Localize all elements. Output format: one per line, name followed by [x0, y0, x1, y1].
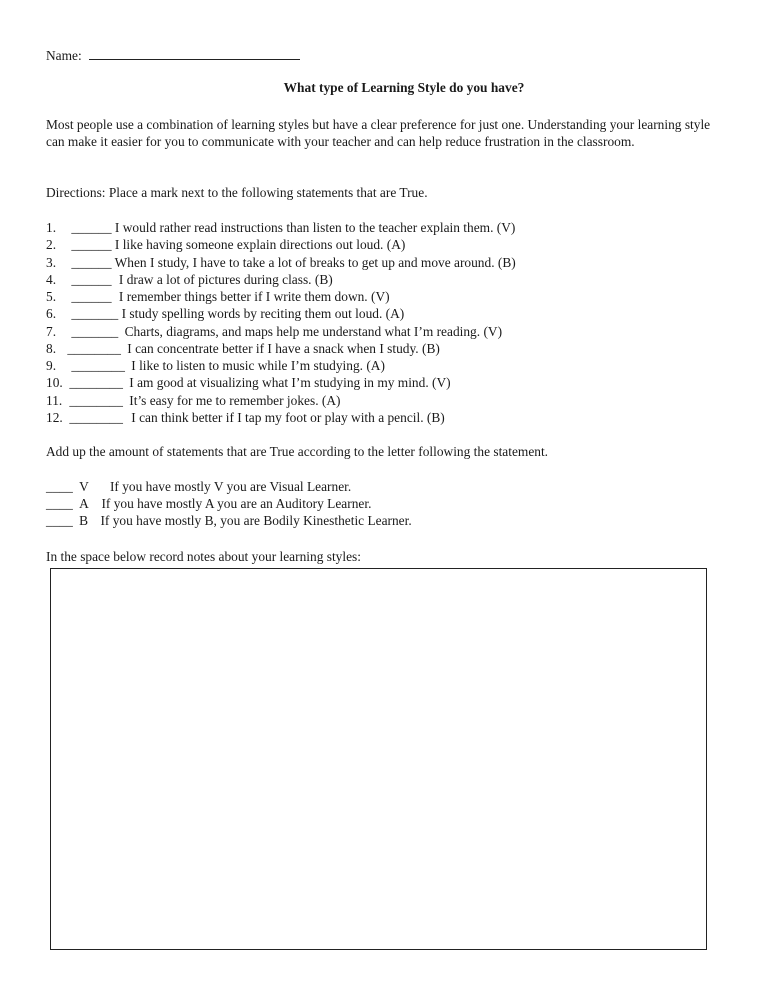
statement-number: 5. [46, 289, 57, 304]
statement-11 [46, 392, 340, 409]
name-blank-line[interactable] [89, 46, 300, 60]
tally-row-v [46, 478, 351, 495]
statement-number: 4. [46, 272, 57, 287]
statement-number: 8. [46, 341, 57, 356]
tally-row-b [46, 512, 412, 529]
statement-text: I would rather read instructions than listen to the teacher explain them. (V) [114, 220, 516, 235]
statement-1 [46, 219, 515, 236]
statement-number: 11. [46, 393, 63, 408]
notes-box[interactable] [50, 568, 707, 950]
statement-10 [46, 374, 451, 391]
statement-8 [46, 340, 440, 357]
statement-number: 3. [46, 255, 57, 270]
name-label: Name: [46, 48, 82, 63]
page-title: What type of Learning Style do you have? [283, 80, 525, 95]
statement-text: I can think better if I tap my foot or play with a pencil. (B) [131, 410, 445, 425]
statement-number: 7. [46, 324, 57, 339]
tally-letter: A [79, 496, 89, 511]
statement-number: 6. [46, 306, 57, 321]
statement-text: I remember things better if I write them down. (V) [118, 289, 390, 304]
tally-text: If you have mostly V you are Visual Learner. [109, 479, 352, 494]
statement-number: 1. [46, 220, 57, 235]
statement-blank[interactable]: ______ [71, 272, 112, 287]
statement-5 [46, 288, 390, 305]
directions-text: Directions: Place a mark next to the following statements that are True. [46, 185, 428, 200]
statement-blank[interactable]: ________ [71, 358, 125, 373]
tally-blank[interactable]: ____ [46, 496, 73, 511]
statement-number: 2. [46, 237, 57, 252]
statement-2 [46, 236, 405, 253]
tally-row-a [46, 495, 371, 512]
tally-letter: V [79, 479, 89, 494]
statement-blank[interactable]: ________ [69, 393, 123, 408]
statement-7 [46, 323, 502, 340]
statement-text: It’s easy for me to remember jokes. (A) [129, 393, 341, 408]
intro-paragraph: Most people use a combination of learning styles but have a clear preference for just one. Understanding your learning style can make it easier for you to communicate with your teacher and can help reduce frustration in the classroom. [46, 117, 711, 149]
notes-prompt: In the space below record notes about your learning styles: [46, 549, 361, 564]
statement-blank[interactable]: _______ [71, 306, 119, 321]
tally-blank[interactable]: ____ [46, 513, 73, 528]
statement-blank[interactable]: _______ [71, 324, 119, 339]
statement-text: I can concentrate better if I have a snack when I study. (B) [127, 341, 440, 356]
tally-text: If you have mostly A you are an Auditory Learner. [101, 496, 372, 511]
statement-3 [46, 254, 516, 271]
statement-number: 12. [46, 410, 63, 425]
statement-4 [46, 271, 333, 288]
statement-blank[interactable]: ________ [67, 341, 121, 356]
statement-9 [46, 357, 385, 374]
statement-number: 10. [46, 375, 63, 390]
statement-12 [46, 409, 445, 426]
statement-text: When I study, I have to take a lot of breaks to get up and move around. (B) [114, 255, 516, 270]
statement-text: I like having someone explain directions out loud. (A) [114, 237, 406, 252]
statement-blank[interactable]: ________ [69, 410, 123, 425]
tally-blank[interactable]: ____ [46, 479, 73, 494]
statement-text: I draw a lot of pictures during class. (B) [118, 272, 333, 287]
add-up-instructions: Add up the amount of statements that are True according to the letter following the statement. [46, 444, 549, 459]
statement-6 [46, 305, 404, 322]
tally-text: If you have mostly B, you are Bodily Kinesthetic Learner. [100, 513, 412, 528]
statement-blank[interactable]: ______ [71, 237, 112, 252]
statement-text: I am good at visualizing what I’m studying in my mind. (V) [129, 375, 451, 390]
tally-letter: B [79, 513, 89, 528]
statement-number: 9. [46, 358, 57, 373]
statement-text: I like to listen to music while I’m studying. (A) [131, 358, 385, 373]
statement-text: I study spelling words by reciting them out loud. (A) [121, 306, 405, 321]
statement-blank[interactable]: ______ [71, 220, 112, 235]
statement-text: Charts, diagrams, and maps help me understand what I’m reading. (V) [124, 324, 503, 339]
statement-blank[interactable]: ________ [69, 375, 123, 390]
statement-blank[interactable]: ______ [71, 255, 112, 270]
name-row [46, 46, 300, 64]
statement-blank[interactable]: ______ [71, 289, 112, 304]
